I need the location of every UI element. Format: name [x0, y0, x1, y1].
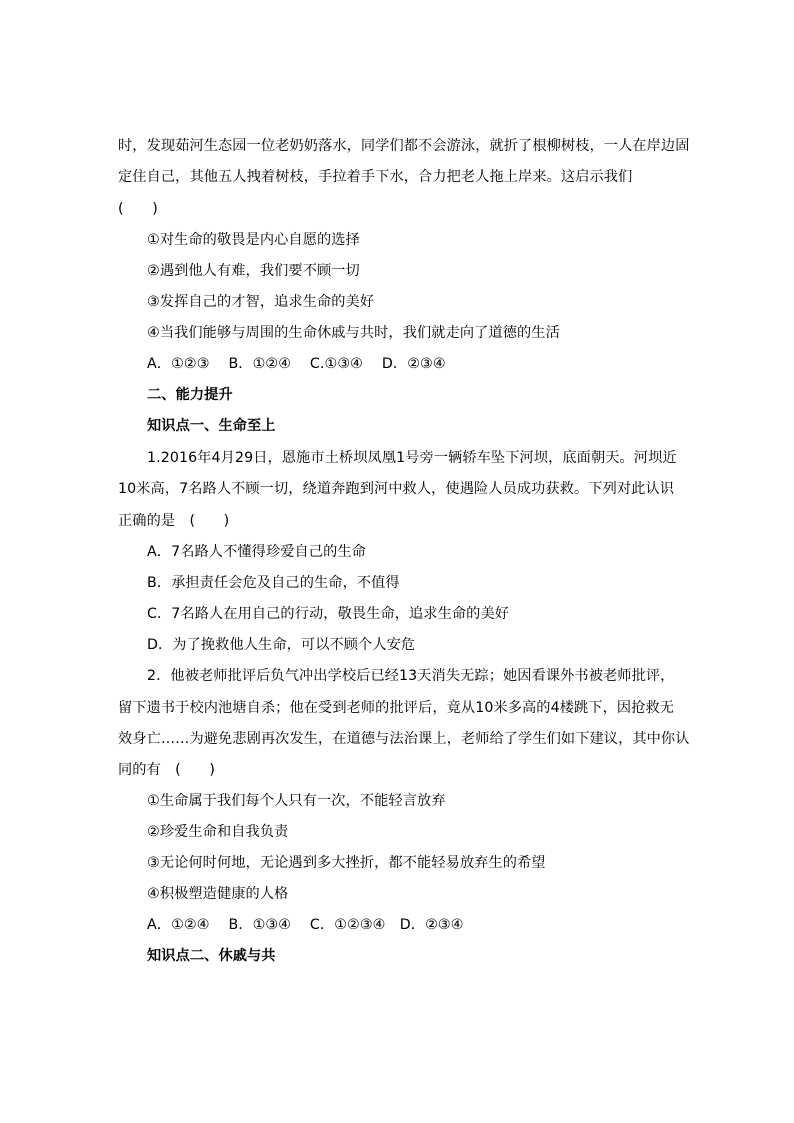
q2-text-line-4: 同的有 ( )	[118, 762, 215, 778]
q2-option-3: ③无论何时何地，无论遇到多大挫折，都不能轻易放弃生的希望	[147, 855, 546, 871]
intro-text-line-1: 时，发现茹河生态园一位老奶奶落水，同学们都不会游泳，就折了根柳树枝，一人在岸边固	[118, 138, 690, 154]
q1-option-a: A．7名路人不懂得珍爱自己的生命	[147, 544, 366, 560]
q1-option-d: D．为了挽救他人生命，可以不顾个人安危	[147, 637, 416, 653]
q2-option-4: ④积极塑造健康的人格	[147, 886, 289, 902]
intro-option-2: ②遇到他人有难，我们要不顾一切	[147, 263, 360, 279]
knowledge-point-2-heading: 知识点二、休戚与共	[147, 948, 276, 964]
intro-choices: A．①②③ B．①②④ C.①③④ D．②③④	[147, 356, 446, 372]
knowledge-point-1-heading: 知识点一、生命至上	[147, 418, 276, 434]
q2-text-line-1: 2．他被老师批评后负气冲出学校后已经13天消失无踪；她因看课外书被老师批评，	[147, 668, 675, 684]
q1-text-line-2: 10米高，7名路人不顾一切，绕道奔跑到河中救人，使遇险人员成功获救。下列对此认识	[118, 481, 675, 497]
section-heading: 二、能力提升	[147, 387, 233, 403]
intro-option-4: ④当我们能够与周围的生命休戚与共时，我们就走向了道德的生活	[147, 325, 560, 341]
q2-text-line-3: 效身亡……为避免悲剧再次发生，在道德与法治课上，老师给了学生们如下建议，其中你认	[118, 731, 690, 747]
intro-text-line-2: 定住自己，其他五人拽着树枝，手拉着手下水，合力把老人拖上岸来。这启示我们	[118, 169, 633, 185]
intro-answer-bracket: ( )	[118, 201, 158, 217]
q1-option-c: C．7名路人在用自己的行动，敬畏生命，追求生命的美好	[147, 606, 510, 622]
q2-option-2: ②珍爱生命和自我负责	[147, 824, 289, 840]
intro-option-3: ③发挥自己的才智，追求生命的美好	[147, 294, 375, 310]
intro-option-1: ①对生命的敬畏是内心自愿的选择	[147, 232, 360, 248]
q2-text-line-2: 留下遗书于校内池塘自杀；他在受到老师的批评后，竟从10米多高的4楼跳下，因抢救无	[118, 700, 675, 716]
q1-text-line-3: 正确的是 ( )	[118, 513, 230, 529]
q1-text-line-1: 1.2016年4月29日，恩施市土桥坝凤凰1号旁一辆轿车坠下河坝，底面朝天。河坝近	[147, 450, 677, 466]
q2-choices: A．①②④ B．①③④ C．①②③④ D．②③④	[147, 917, 464, 933]
q2-option-1: ①生命属于我们每个人只有一次，不能轻言放弃	[147, 793, 446, 809]
q1-option-b: B．承担责任会危及自己的生命，不值得	[147, 575, 400, 591]
